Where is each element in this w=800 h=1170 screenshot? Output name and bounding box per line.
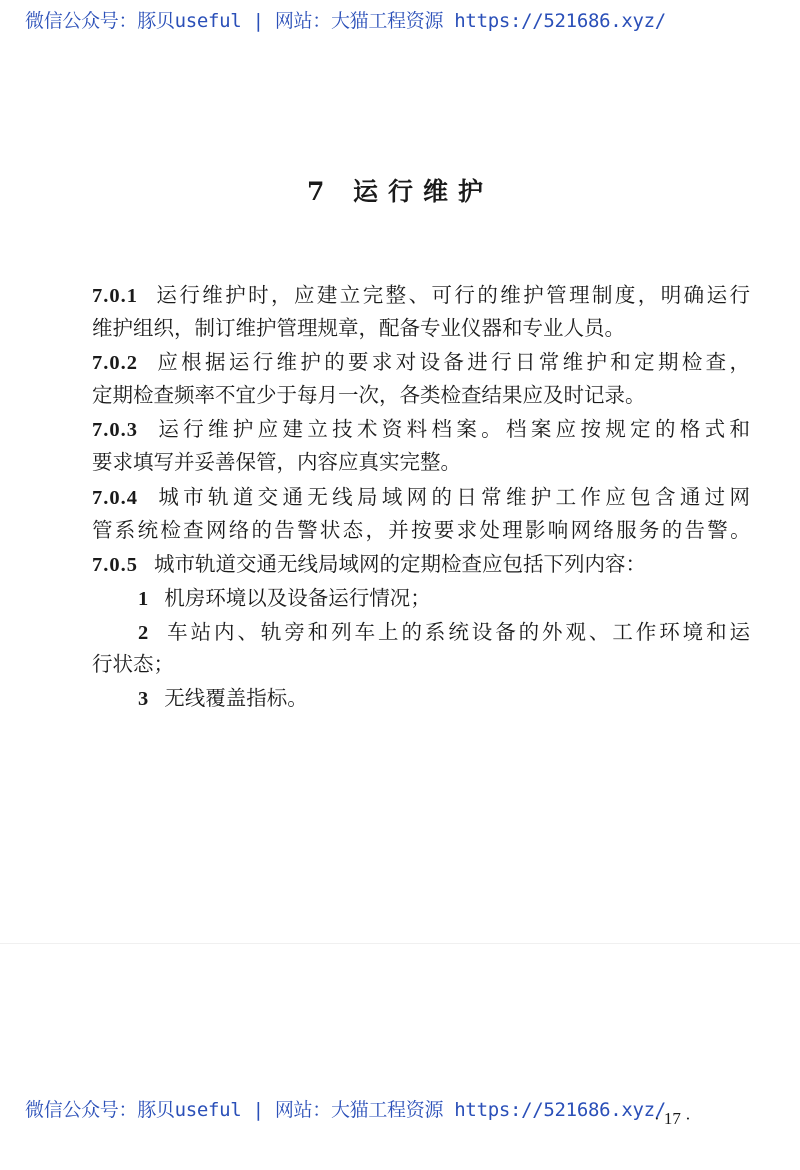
clause-number: 7.0.1 [92, 285, 138, 307]
clause-text: 维护组织，制订维护管理规章，配备专业仪器和专业人员。 [92, 316, 625, 340]
clause-text: 运行维护应建立技术资料档案。档案应按规定的格式和 [154, 417, 750, 441]
clause-text: 应根据运行维护的要求对设备进行日常维护和定期检查， [154, 350, 750, 374]
item-number: 3 [138, 688, 149, 710]
clause-text: 定期检查频率不宜少于每月一次，各类检查结果应及时记录。 [92, 383, 646, 407]
clause-text: 城市轨道交通无线局域网的定期检查应包括下列内容： [154, 552, 646, 576]
clause-number: 7.0.4 [92, 487, 138, 509]
item-text: 无线覆盖指标。 [164, 686, 308, 710]
clause-text: 管系统检查网络的告警状态，并按要求处理影响网络服务的告警。 [92, 518, 750, 542]
clause-text: 运行维护时，应建立完整、可行的维护管理制度，明确运行 [154, 283, 750, 307]
item-text: 行状态； [92, 652, 174, 676]
scan-artifact-line [0, 943, 800, 944]
item-text: 车站内、轨旁和列车上的系统设备的外观、工作环境和运 [164, 620, 750, 644]
page-number: · 17 · [654, 1109, 691, 1128]
clause-number: 7.0.5 [92, 554, 138, 576]
chapter-title: 7 运行维护 [306, 177, 494, 206]
item-number: 2 [138, 622, 149, 644]
watermark-bottom: 微信公众号：豚贝useful | 网站：大猫工程资源 https://521686.xyz/ [25, 1099, 666, 1121]
clause-text: 城市轨道交通无线局域网的日常维护工作应包含通过网 [154, 485, 750, 509]
clause-number: 7.0.2 [92, 352, 138, 374]
clause-number: 7.0.3 [92, 419, 138, 441]
item-text: 机房环境以及设备运行情况； [164, 586, 431, 610]
watermark-top: 微信公众号：豚贝useful | 网站：大猫工程资源 https://521686.xyz/ [25, 10, 666, 32]
item-number: 1 [138, 588, 149, 610]
clause-text: 要求填写并妥善保管，内容应真实完整。 [92, 450, 461, 474]
